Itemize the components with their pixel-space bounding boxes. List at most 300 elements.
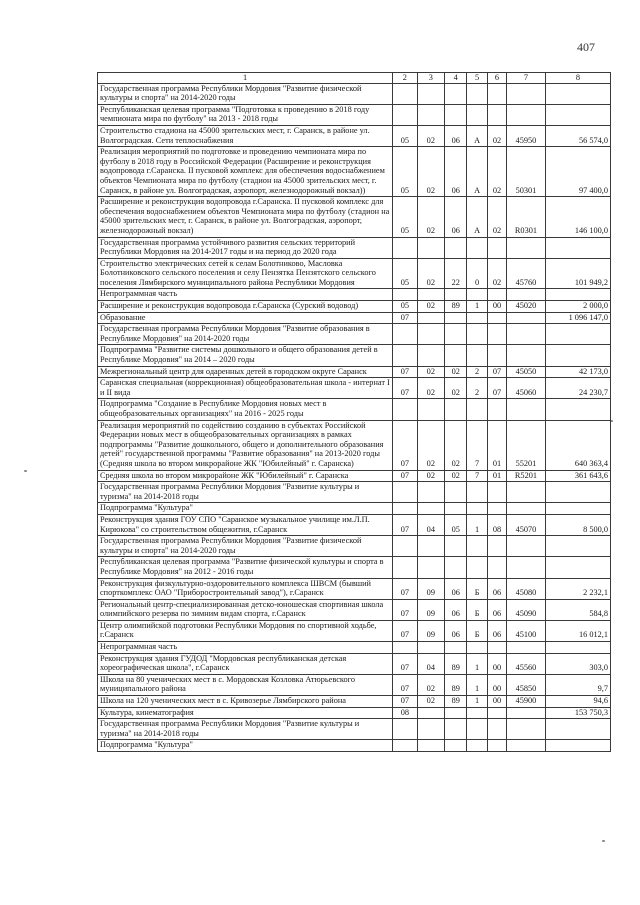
section-code-cell [393,740,417,752]
program-code-cell [445,289,467,301]
table-row [98,470,611,482]
table-row [98,536,611,557]
section-code-cell: 08 [393,707,417,719]
row-name-cell: Культура, кинематография [98,707,393,719]
expense-code-cell [507,719,546,740]
subsection-code-cell: 02 [417,366,444,378]
section-code-cell: 07 [393,470,417,482]
program-code-cell: 05 [445,514,467,535]
amount-cell: 303,0 [545,653,610,674]
direction-code-cell [487,557,506,578]
table-row [98,557,611,578]
subprogram-code-cell [467,312,487,324]
row-name-cell: Государственная программа Республики Мордовия "Развитие культуры и туризма" на 2014-2018 годы [98,719,393,740]
program-code-cell [445,104,467,125]
section-code-cell: 05 [393,301,417,313]
program-code-cell: 06 [445,578,467,599]
table-row [98,578,611,599]
subsection-code-cell [417,289,444,301]
program-code-cell [445,740,467,752]
expense-code-cell: R5201 [507,470,546,482]
table-row [98,345,611,366]
subprogram-code-cell: 0 [467,258,487,289]
subsection-code-cell [417,237,444,258]
subprogram-code-cell [467,719,487,740]
section-code-cell: 07 [393,674,417,695]
direction-code-cell [487,104,506,125]
section-code-cell [393,289,417,301]
section-code-cell: 07 [393,653,417,674]
program-code-cell: 02 [445,378,467,399]
subprogram-code-cell: Б [467,599,487,620]
subprogram-code-cell [467,104,487,125]
subprogram-code-cell: 2 [467,366,487,378]
program-code-cell: 06 [445,125,467,146]
subprogram-code-cell [467,345,487,366]
subsection-code-cell [417,557,444,578]
row-name-cell: Подпрограмма "Развитие системы дошкольного и общего образования детей в Республике Мордовия" на 2014 – 2020 годы [98,345,393,366]
amount-cell: 42 173,0 [545,366,610,378]
table-row [98,366,611,378]
subsection-code-cell [417,324,444,345]
table-row [98,653,611,674]
subprogram-code-cell: 7 [467,420,487,470]
table-row [98,104,611,125]
expense-code-cell [507,312,546,324]
subsection-code-cell [417,312,444,324]
amount-cell: 584,8 [545,599,610,620]
amount-cell: 8 500,0 [545,514,610,535]
direction-code-cell: 00 [487,674,506,695]
row-name-cell: Реконструкция здания ГУДОД "Мордовская республиканская детская хореографическая школа", г.Саранск [98,653,393,674]
subsection-code-cell [417,536,444,557]
direction-code-cell: 02 [487,258,506,289]
row-name-cell: Центр олимпийской подготовки Республики Мордовия по спортивной ходьбе, г.Саранск [98,620,393,641]
expense-code-cell: 45060 [507,378,546,399]
column-header: 5 [467,73,487,84]
row-name-cell: Государственная программа Республики Мордовия "Развитие физической культуры и спорта" на 2014-2020 годы [98,536,393,557]
subsection-code-cell [417,345,444,366]
section-code-cell: 07 [393,578,417,599]
row-name-cell: Расширение и реконструкция водопровода г.Саранска (Сурский водовод) [98,301,393,313]
amount-cell [545,83,610,104]
table-row [98,599,611,620]
amount-cell: 9,7 [545,674,610,695]
expense-code-cell [507,345,546,366]
expense-code-cell: 55201 [507,420,546,470]
table-row [98,83,611,104]
amount-cell [545,557,610,578]
subsection-code-cell [417,707,444,719]
subsection-code-cell: 09 [417,620,444,641]
expense-code-cell: R0301 [507,197,546,237]
subsection-code-cell: 04 [417,653,444,674]
expense-code-cell [507,740,546,752]
amount-cell: 97 400,0 [545,147,610,197]
expense-code-cell [507,104,546,125]
section-code-cell [393,237,417,258]
expense-code-cell [507,557,546,578]
subsection-code-cell [417,740,444,752]
program-code-cell: 89 [445,653,467,674]
subsection-code-cell [417,642,444,654]
section-code-cell [393,104,417,125]
direction-code-cell: 01 [487,470,506,482]
program-code-cell: 02 [445,366,467,378]
subsection-code-cell: 02 [417,674,444,695]
section-code-cell: 05 [393,258,417,289]
table-row [98,620,611,641]
table-row [98,696,611,708]
table-row [98,312,611,324]
subprogram-code-cell [467,83,487,104]
direction-code-cell [487,482,506,503]
section-code-cell: 07 [393,366,417,378]
section-code-cell: 07 [393,378,417,399]
expense-code-cell: 45020 [507,301,546,313]
program-code-cell: 06 [445,197,467,237]
section-code-cell: 07 [393,312,417,324]
program-code-cell [445,503,467,515]
direction-code-cell: 00 [487,301,506,313]
row-name-cell: Государственная программа устойчивого развития сельских территорий Республики Мордовия на 2014-2017 годы и на период до 2020 года [98,237,393,258]
section-code-cell [393,719,417,740]
section-code-cell [393,83,417,104]
table-row [98,482,611,503]
section-code-cell [393,503,417,515]
row-name-cell: Государственная программа Республики Мордовия "Развитие культуры и туризма" на 2014-2018 годы [98,482,393,503]
expense-code-cell: 45050 [507,366,546,378]
table-row [98,719,611,740]
row-name-cell: Расширение и реконструкция водопровода г.Саранска. II пусковой комплекс для обеспечения водоснабжением объектов Чемпионата мира по футболу (стадион на 45000 зрительских мест, г. Саранск, в районе ул. Волгоградская, аэропорт, железнодорожный вокзал) [98,197,393,237]
row-name-cell: Образование [98,312,393,324]
direction-code-cell: 06 [487,620,506,641]
amount-cell [545,399,610,420]
direction-code-cell: 01 [487,420,506,470]
table-row [98,420,611,470]
subsection-code-cell [417,503,444,515]
subsection-code-cell [417,104,444,125]
amount-cell: 153 750,3 [545,707,610,719]
page-number: 407 [577,40,595,54]
table-row [98,503,611,515]
table-body [98,73,611,752]
subprogram-code-cell: Б [467,578,487,599]
expense-code-cell: 45070 [507,514,546,535]
table-row [98,258,611,289]
program-code-cell [445,482,467,503]
amount-cell [545,719,610,740]
program-code-cell [445,345,467,366]
section-code-cell: 07 [393,599,417,620]
expense-code-cell [507,503,546,515]
column-header: 8 [545,73,610,84]
amount-cell [545,324,610,345]
amount-cell [545,482,610,503]
direction-code-cell [487,503,506,515]
direction-code-cell [487,536,506,557]
row-name-cell: Подпрограмма "Создание в Республике Мордовия новых мест в общеобразовательных организациях" на 2016 - 2025 годы [98,399,393,420]
section-code-cell [393,642,417,654]
subprogram-code-cell [467,503,487,515]
direction-code-cell: 07 [487,366,506,378]
row-name-cell: Реализация мероприятий по подготовке и проведению чемпионата мира по футболу в 2018 году в Российской Федерации (Расширение и реконструкция водопровода г.Саранска. II пусковой комплекс для обеспечения водоснабжением объектов Чемпионата мира по футболу (стадион на 45000 зрительских мест, г. Саранск, в районе ул. Волгоградская, аэропорт, железнодорожный вокзал)) [98,147,393,197]
table-row [98,707,611,719]
subsection-code-cell: 02 [417,258,444,289]
table-row [98,289,611,301]
program-code-cell [445,399,467,420]
expense-code-cell [507,289,546,301]
program-code-cell [445,312,467,324]
row-name-cell: Реконструкция здания ГОУ СПО "Саранское музыкальное училище им.Л.П. Кирюкова" со строительством общежития, г.Саранск [98,514,393,535]
subprogram-code-cell: 7 [467,470,487,482]
row-name-cell: Школа на 80 ученических мест в с. Мордовская Козловка Атюрьевского муниципального района [98,674,393,695]
subprogram-code-cell: 1 [467,514,487,535]
amount-cell: 94,6 [545,696,610,708]
row-name-cell: Республиканская целевая программа "Развитие физической культуры и спорта в Республике Мордовия" на 2012 - 2016 годы [98,557,393,578]
amount-cell: 1 096 147,0 [545,312,610,324]
direction-code-cell [487,707,506,719]
amount-cell: 24 230,7 [545,378,610,399]
subprogram-code-cell [467,482,487,503]
subsection-code-cell [417,482,444,503]
section-code-cell [393,399,417,420]
column-header: 7 [507,73,546,84]
expense-code-cell [507,642,546,654]
row-name-cell: Государственная программа Республики Мордовия "Развитие физической культуры и спорта" на 2014-2020 годы [98,83,393,104]
subprogram-code-cell [467,289,487,301]
expense-code-cell: 45100 [507,620,546,641]
row-name-cell: Непрограммная часть [98,289,393,301]
expense-code-cell [507,482,546,503]
section-code-cell [393,324,417,345]
expense-code-cell: 45760 [507,258,546,289]
table-row [98,324,611,345]
table-row [98,399,611,420]
subprogram-code-cell: Б [467,620,487,641]
subprogram-code-cell [467,399,487,420]
table-row [98,674,611,695]
program-code-cell: 06 [445,620,467,641]
row-name-cell: Подпрограмма "Культура" [98,503,393,515]
subsection-code-cell: 02 [417,420,444,470]
direction-code-cell: 07 [487,378,506,399]
expense-code-cell: 45080 [507,578,546,599]
amount-cell [545,104,610,125]
amount-cell: 2 000,0 [545,301,610,313]
amount-cell: 101 949,2 [545,258,610,289]
direction-code-cell [487,345,506,366]
subprogram-code-cell: 1 [467,301,487,313]
section-code-cell: 05 [393,147,417,197]
program-code-cell [445,719,467,740]
row-name-cell: Региональный центр-специализированная детско-юношеская спортивная школа олимпийского резерва по зимним видам спорта, г.Саранск [98,599,393,620]
amount-cell [545,642,610,654]
scan-speck [24,470,27,472]
amount-cell: 56 574,0 [545,125,610,146]
subprogram-code-cell: А [467,125,487,146]
subsection-code-cell: 02 [417,696,444,708]
subsection-code-cell: 09 [417,599,444,620]
subsection-code-cell [417,399,444,420]
amount-cell [545,503,610,515]
direction-code-cell: 02 [487,125,506,146]
expense-code-cell [507,707,546,719]
expense-code-cell [507,536,546,557]
amount-cell: 361 643,6 [545,470,610,482]
expense-code-cell: 45950 [507,125,546,146]
subprogram-code-cell [467,536,487,557]
scan-speck [602,840,605,842]
program-code-cell [445,557,467,578]
direction-code-cell [487,237,506,258]
row-name-cell: Реализация мероприятий по содействию созданию в субъектах Российской Федерации новых мест в общеобразовательных организациях в рамках подпрограммы "Развитие дошкольного, общего и дополнительного образования детей" государственной программы "Развитие образования" на 2013-2020 годы (Средняя школа во втором микрорайоне ЖК "Юбилейный" г. Саранска) [98,420,393,470]
section-code-cell: 07 [393,696,417,708]
amount-cell [545,740,610,752]
row-name-cell: Саранская специальная (коррекционная) общеобразовательная школа - интернат I и II вида [98,378,393,399]
row-name-cell: Непрограммная часть [98,642,393,654]
subprogram-code-cell [467,237,487,258]
program-code-cell [445,237,467,258]
expense-code-cell: 45090 [507,599,546,620]
direction-code-cell: 02 [487,147,506,197]
row-name-cell: Государственная программа Республики Мордовия "Развитие образования в Республике Мордовия" на 2014-2020 годы [98,324,393,345]
row-name-cell: Межрегиональный центр для одаренных детей в городском округе Саранск [98,366,393,378]
budget-table [97,72,611,752]
column-header: 1 [98,73,393,84]
subsection-code-cell: 04 [417,514,444,535]
subprogram-code-cell: 1 [467,674,487,695]
section-code-cell: 07 [393,620,417,641]
table-row [98,378,611,399]
program-code-cell: 02 [445,420,467,470]
amount-cell [545,345,610,366]
section-code-cell [393,557,417,578]
column-header: 6 [487,73,506,84]
table-row [98,147,611,197]
subprogram-code-cell: 1 [467,653,487,674]
expense-code-cell [507,399,546,420]
subprogram-code-cell [467,324,487,345]
row-name-cell: Строительство электрических сетей к селам Болотниково, Масловка Болотниковского сельского поселения и селу Пензятка Пензятского сельского поселения Лямбирского муниципального района Республики Мордовия [98,258,393,289]
subsection-code-cell: 02 [417,147,444,197]
program-code-cell [445,83,467,104]
program-code-cell: 89 [445,301,467,313]
amount-cell: 2 232,1 [545,578,610,599]
subsection-code-cell: 02 [417,378,444,399]
expense-code-cell: 45900 [507,696,546,708]
subprogram-code-cell: 1 [467,696,487,708]
direction-code-cell [487,324,506,345]
direction-code-cell: 06 [487,599,506,620]
row-name-cell: Реконструкция физкультурно-оздоровительного комплекса ШВСМ (бывший спорткомплекс ОАО "Приборостроительный завод"), г.Саранск [98,578,393,599]
direction-code-cell: 06 [487,578,506,599]
program-code-cell: 06 [445,599,467,620]
section-code-cell: 05 [393,125,417,146]
subsection-code-cell [417,719,444,740]
subsection-code-cell: 02 [417,301,444,313]
amount-cell: 146 100,0 [545,197,610,237]
program-code-cell [445,536,467,557]
direction-code-cell [487,719,506,740]
subsection-code-cell: 02 [417,470,444,482]
table-row [98,237,611,258]
subsection-code-cell: 02 [417,125,444,146]
subprogram-code-cell: А [467,197,487,237]
section-code-cell: 05 [393,197,417,237]
program-code-cell: 02 [445,470,467,482]
expense-code-cell [507,237,546,258]
program-code-cell: 89 [445,674,467,695]
direction-code-cell: 02 [487,197,506,237]
subprogram-code-cell [467,707,487,719]
table-row [98,125,611,146]
table-row [98,740,611,752]
direction-code-cell: 00 [487,696,506,708]
subsection-code-cell: 09 [417,578,444,599]
direction-code-cell [487,83,506,104]
subprogram-code-cell [467,740,487,752]
amount-cell: 640 363,4 [545,420,610,470]
section-code-cell [393,345,417,366]
direction-code-cell [487,289,506,301]
direction-code-cell [487,312,506,324]
row-name-cell: Строительство стадиона на 45000 зрительских мест, г. Саранск, в районе ул. Волгоградская. Сети теплоснабжения [98,125,393,146]
program-code-cell: 89 [445,696,467,708]
direction-code-cell: 08 [487,514,506,535]
expense-code-cell: 50301 [507,147,546,197]
subprogram-code-cell: А [467,147,487,197]
row-name-cell: Школа на 120 ученических мест в с. Кривозерье Лямбирского района [98,696,393,708]
row-name-cell: Средняя школа во втором микрорайоне ЖК "Юбилейный" г. Саранска [98,470,393,482]
table-row [98,514,611,535]
program-code-cell [445,707,467,719]
section-code-cell [393,536,417,557]
section-code-cell: 07 [393,420,417,470]
section-code-cell: 07 [393,514,417,535]
direction-code-cell [487,399,506,420]
subprogram-code-cell [467,557,487,578]
expense-code-cell [507,83,546,104]
amount-cell: 16 012,1 [545,620,610,641]
subprogram-code-cell [467,642,487,654]
subsection-code-cell [417,83,444,104]
table-header-row [98,73,611,84]
column-header: 2 [393,73,417,84]
row-name-cell: Подпрограмма "Культура" [98,740,393,752]
expense-code-cell: 45560 [507,653,546,674]
amount-cell [545,289,610,301]
program-code-cell [445,324,467,345]
table-row [98,301,611,313]
amount-cell [545,536,610,557]
column-header: 3 [417,73,444,84]
program-code-cell [445,642,467,654]
direction-code-cell: 00 [487,653,506,674]
subsection-code-cell: 02 [417,197,444,237]
expense-code-cell: 45850 [507,674,546,695]
table-row [98,642,611,654]
program-code-cell: 22 [445,258,467,289]
direction-code-cell [487,740,506,752]
amount-cell [545,237,610,258]
row-name-cell: Республиканская целевая программа "Подготовка к проведению в 2018 году чемпионата мира по футболу" на 2013 - 2018 годы [98,104,393,125]
direction-code-cell [487,642,506,654]
subprogram-code-cell: 2 [467,378,487,399]
section-code-cell [393,482,417,503]
table-row [98,197,611,237]
column-header: 4 [445,73,467,84]
